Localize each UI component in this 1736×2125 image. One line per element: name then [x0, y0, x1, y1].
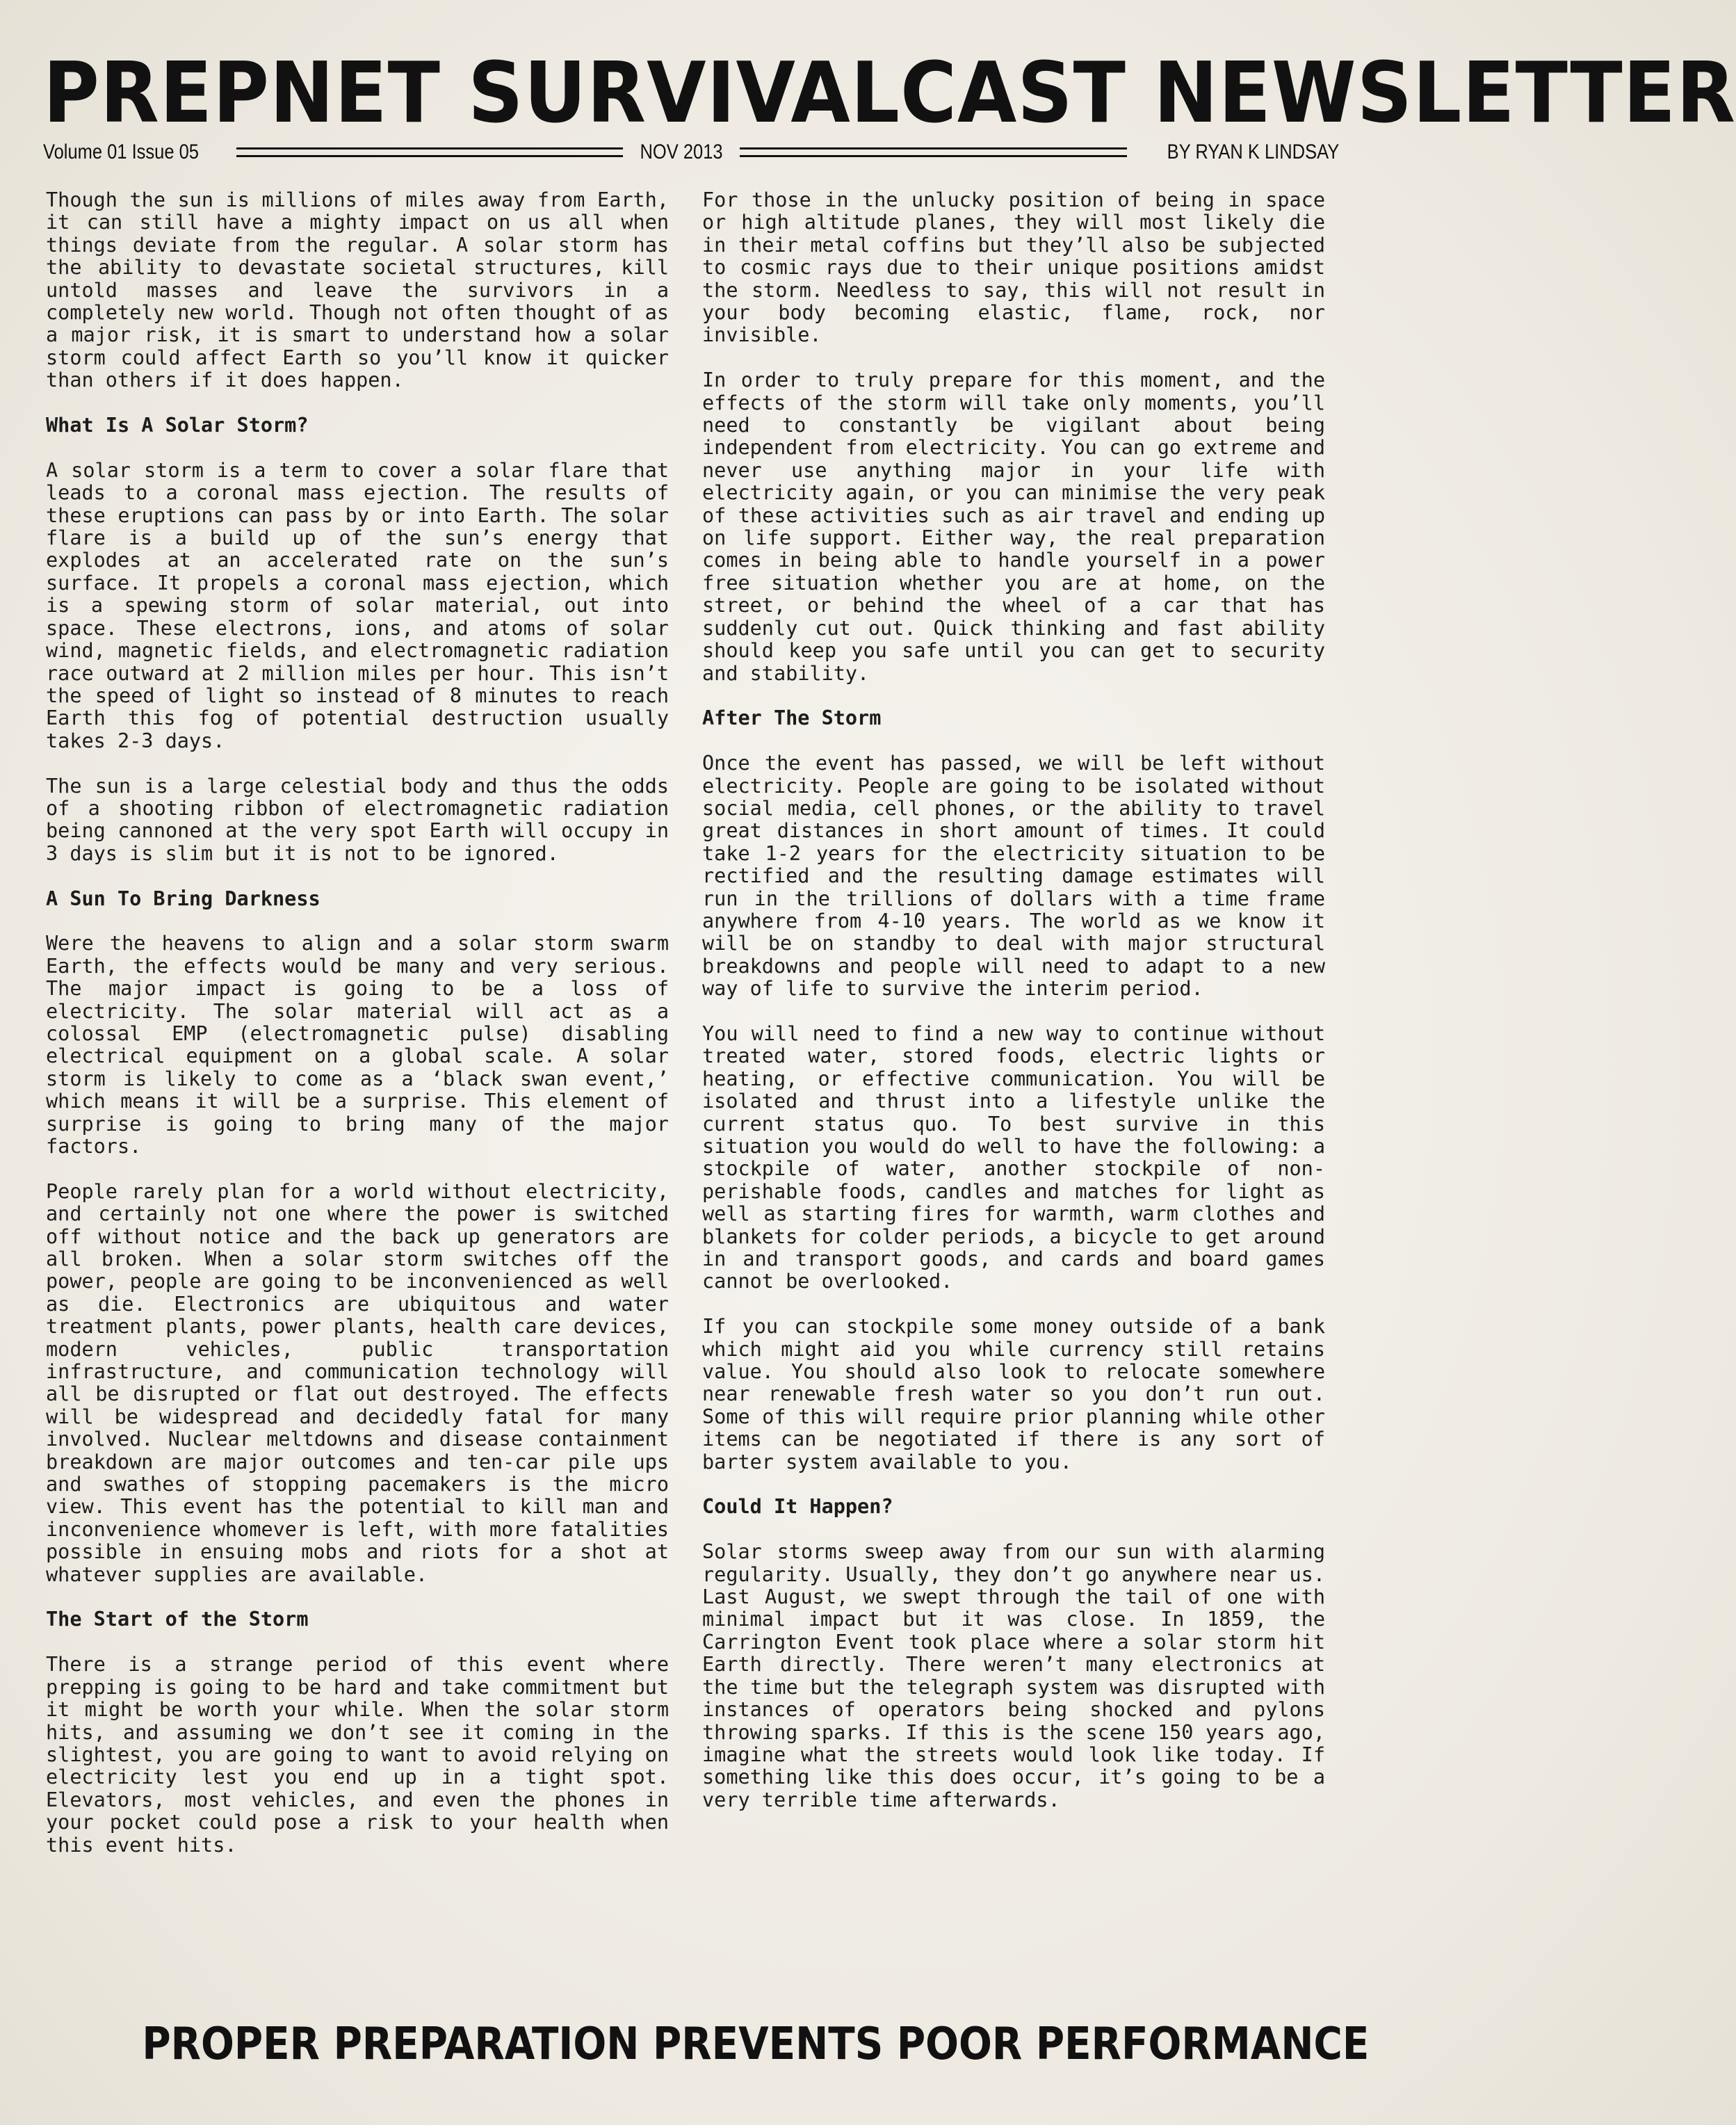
paragraph: For those in the unlucky position of being in space or high altitude planes, they will most likely die in their metal coffins but they’ll also be subjected to cosmic rays due to their unique positions amidst the storm. Needless to say, this will not result in your body becoming elastic, flame, rock, nor invisible.	[702, 188, 1325, 347]
paragraph: There is a strange period of this event where prepping is going to be hard and take commitment but it might be worth your while. When the solar storm hits, and assuming we don’t see it coming in the slightest, you are going to want to avoid relying on electricity lest you end up in a tight spot. Elevators, most vehicles, and even the phones in your pocket could pose a risk to your health when this event hits.	[46, 1653, 669, 1857]
section-heading: What Is A Solar Storm?	[46, 414, 309, 437]
paragraph: In order to truly prepare for this moment, and the effects of the storm will take only moments, you’ll need to constantly be vigilant about being independent from electricity. You can go extreme and never use anything major in your life with electricity again, or you can minimise the very peak of these activities such as air travel and ending up on life support. Either way, the real preparation comes in being able to handle yourself in a power free situation whether you are at home, on the street, or behind the wheel of a car that has suddenly cut out. Quick thinking and fast ability should keep you safe until you can get to security and stability.	[702, 369, 1325, 685]
newsletter-title: PREPNET SURVIVALCAST NEWSLETTER	[43, 45, 1736, 142]
paragraph: People rarely plan for a world without electricity, and certainly not one where the power is switched off without notice and the back up generators are all broken. When a solar storm switches off the power, people are going to be inconvenienced as well as die. Electronics are ubiquitous and water treatment plants, power plants, health care devices, modern vehicles, public transportation infrastructure, and communication technology will all be disrupted or flat out destroyed. The effects will be widespread and decidedly fatal for many involved. Nuclear meltdowns and disease containment breakdown are major outcomes and ten-car pile ups and swathes of stopping pacemakers is the micro view. This event has the potential to kill man and inconvenience whomever is left, with more fatalities possible in ensuing mobs and riots for a shot at whatever supplies are available.	[46, 1179, 669, 1586]
section-heading: A Sun To Bring Darkness	[46, 887, 321, 910]
issue-date: NOV 2013	[640, 140, 723, 163]
footer-slogan: PROPER PREPARATION PREVENTS POOR PERFORMANCE	[142, 2019, 1370, 2070]
section-heading: Could It Happen?	[702, 1495, 893, 1519]
issue-info-bar	[43, 138, 1339, 167]
paragraph: Were the heavens to align and a solar storm swarm Earth, the effects would be many and very serious. The major impact is going to be a loss of electricity. The solar material will act as a colossal EMP (electromagnetic pulse) disabling electrical equipment on a global scale. A solar storm is likely to come as a ‘black swan event,’ which means it will be a surprise. This element of surprise is going to bring many of the major factors.	[46, 932, 669, 1158]
paragraph: Solar storms sweep away from our sun with alarming regularity. Usually, they don’t go anywhere near us. Last August, we swept through the tail of one with minimal impact but it was close. In 1859, the Carrington Event took place where a solar storm hit Earth directly. There weren’t many electronics at the time but the telegraph system was disrupted with instances of operators being shocked and pylons throwing sparks. If this is the scene 150 years ago, imagine what the streets would look like today. If something like this does occur, it’s going to be a very terrible time afterwards.	[702, 1540, 1325, 1811]
footer-banner	[43, 2017, 1370, 2072]
section-heading: After The Storm	[702, 706, 882, 730]
paragraph: If you can stockpile some money outside of a bank which might aid you while currency still retains value. You should also look to relocate somewhere near renewable fresh water so you don’t run out. Some of this will require prior planning while other items can be negotiated if there is any sort of barter system available to you.	[702, 1315, 1325, 1473]
paragraph: A solar storm is a term to cover a solar flare that leads to a coronal mass ejection. The results of these eruptions can pass by or into Earth. The solar flare is a build up of the sun’s energy that explodes at an accelerated rate on the sun’s surface. It propels a coronal mass ejection, which is a spewing storm of solar material, out into space. These electrons, ions, and atoms of solar wind, magnetic fields, and electromagnetic radiation race outward at 2 million miles per hour. This isn’t the speed of light so instead of 8 minutes to reach Earth this fog of potential destruction usually takes 2-3 days.	[46, 458, 669, 752]
divider-rule	[740, 147, 1127, 157]
volume-issue: Volume 01 Issue 05	[43, 140, 199, 163]
left-column	[46, 189, 669, 1976]
author-byline: BY RYAN K LINDSAY	[1167, 140, 1339, 163]
divider-rule	[236, 147, 624, 157]
paragraph: You will need to find a new way to continue without treated water, stored foods, electric lights or heating, or effective communication. You will be isolated and thrust into a lifestyle unlike the current status quo. To best survive in this situation you would do well to have the following: a stockpile of water, another stockpile of non-perishable foods, candles and matches for light as well as starting fires for warmth, warm clothes and blankets for colder periods, a bicycle to get around in and transport goods, and cards and board games cannot be overlooked.	[702, 1021, 1325, 1293]
intro-paragraph: Though the sun is millions of miles away from Earth, it can still have a mighty impact on us all when things deviate from the regular. A solar storm has the ability to devastate societal structures, kill untold masses and leave the survivors in a completely new world. Though not often thought of as a major risk, it is smart to understand how a solar storm could affect Earth so you’ll know it quicker than others if it does happen.	[46, 188, 669, 392]
right-column	[702, 189, 1325, 1976]
paragraph: Once the event has passed, we will be left without electricity. People are going to be isolated without social media, cell phones, or the ability to travel great distances in short amount of times. It could take 1-2 years for the electricity situation to be rectified and the resulting damage estimates will run in the trillions of dollars with a time frame anywhere from 4-10 years. The world as we know it will be on standby to deal with major structural breakdowns and people will need to adapt to a new way of life to survive the interim period.	[702, 752, 1325, 1001]
article-body	[46, 189, 1325, 1976]
paragraph: The sun is a large celestial body and thus the odds of a shooting ribbon of electromagnetic radiation being cannoned at the very spot Earth will occupy in 3 days is slim but it is not to be ignored.	[46, 774, 669, 865]
section-heading: The Start of the Storm	[46, 1608, 309, 1631]
